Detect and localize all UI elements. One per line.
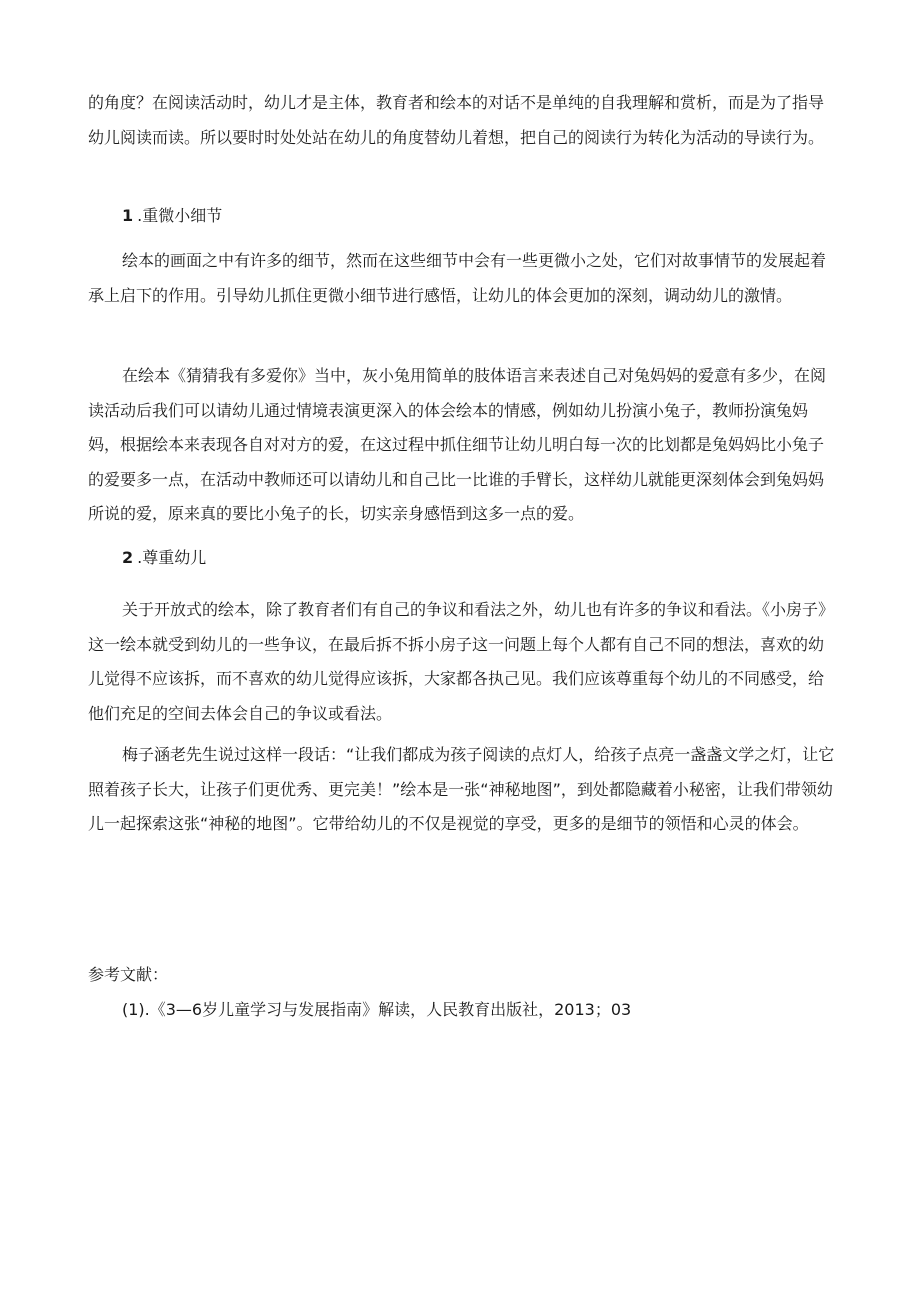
references-heading: 参考文献：: [88, 965, 169, 984]
section-title-2: .尊重幼儿: [137, 548, 207, 567]
reference-item: (1).《3—6岁儿童学习与发展指南》解读，人民教育出版社，2013；03: [122, 1000, 632, 1019]
section-number-2: 2: [122, 548, 134, 567]
intro-paragraph: 的角度？在阅读活动时，幼儿才是主体，教育者和绘本的对话不是单纯的自我理解和赏析，而是为了指导幼儿阅读而读。所以要时时处处站在幼儿的角度替幼儿着想，把自己的阅读行为转化为活动的导读行为。: [88, 93, 825, 147]
section2-paragraph-1: 关于开放式的绘本，除了教育者们有自己的争议和看法之外，幼儿也有许多的争议和看法。《小房子》这一绘本就受到幼儿的一些争议，在最后拆不拆小房子这一问题上每个人都有自己不同的想法，喜欢的幼儿觉得不应该拆，而不喜欢的幼儿觉得应该拆，大家都各执己见。我们应该尊重每个幼儿的不同感受，给他们充足的空间去体会自己的争议或看法。: [88, 600, 835, 723]
section2-paragraph-2: 梅子涵老先生说过这样一段话：“让我们都成为孩子阅读的点灯人，给孩子点亮一盏盏文学之灯，让它照着孩子长大，让孩子们更优秀、更完美！”绘本是一张“神秘地图”，到处都隐藏着小秘密，让我们带领幼儿一起探索这张“神秘的地图”。它带给幼儿的不仅是视觉的享受，更多的是细节的领悟和心灵的体会。: [88, 745, 835, 833]
section-number-1: 1: [122, 206, 134, 225]
section-heading-2: [122, 545, 206, 571]
section-title-1: .重微小细节: [137, 206, 223, 225]
section-heading-1: [122, 203, 222, 229]
section1-paragraph-1: 绘本的画面之中有许多的细节，然而在这些细节中会有一些更微小之处，它们对故事情节的发展起着承上启下的作用。引导幼儿抓住更微小细节进行感悟，让幼儿的体会更加的深刻，调动幼儿的激情。: [88, 251, 827, 305]
section1-paragraph-2: 在绘本《猜猜我有多爱你》当中，灰小兔用简单的肢体语言来表述自己对兔妈妈的爱意有多少，在阅读活动后我们可以请幼儿通过情境表演更深入的体会绘本的情感，例如幼儿扮演小兔子，教师扮演兔妈妈，根据绘本来表现各自对对方的爱，在这过程中抓住细节让幼儿明白每一次的比划都是兔妈妈比小兔子的爱要多一点，在活动中教师还可以请幼儿和自己比一比谁的手臂长，这样幼儿就能更深刻体会到兔妈妈所说的爱，原来真的要比小兔子的长，切实亲身感悟到这多一点的爱。: [88, 366, 827, 523]
